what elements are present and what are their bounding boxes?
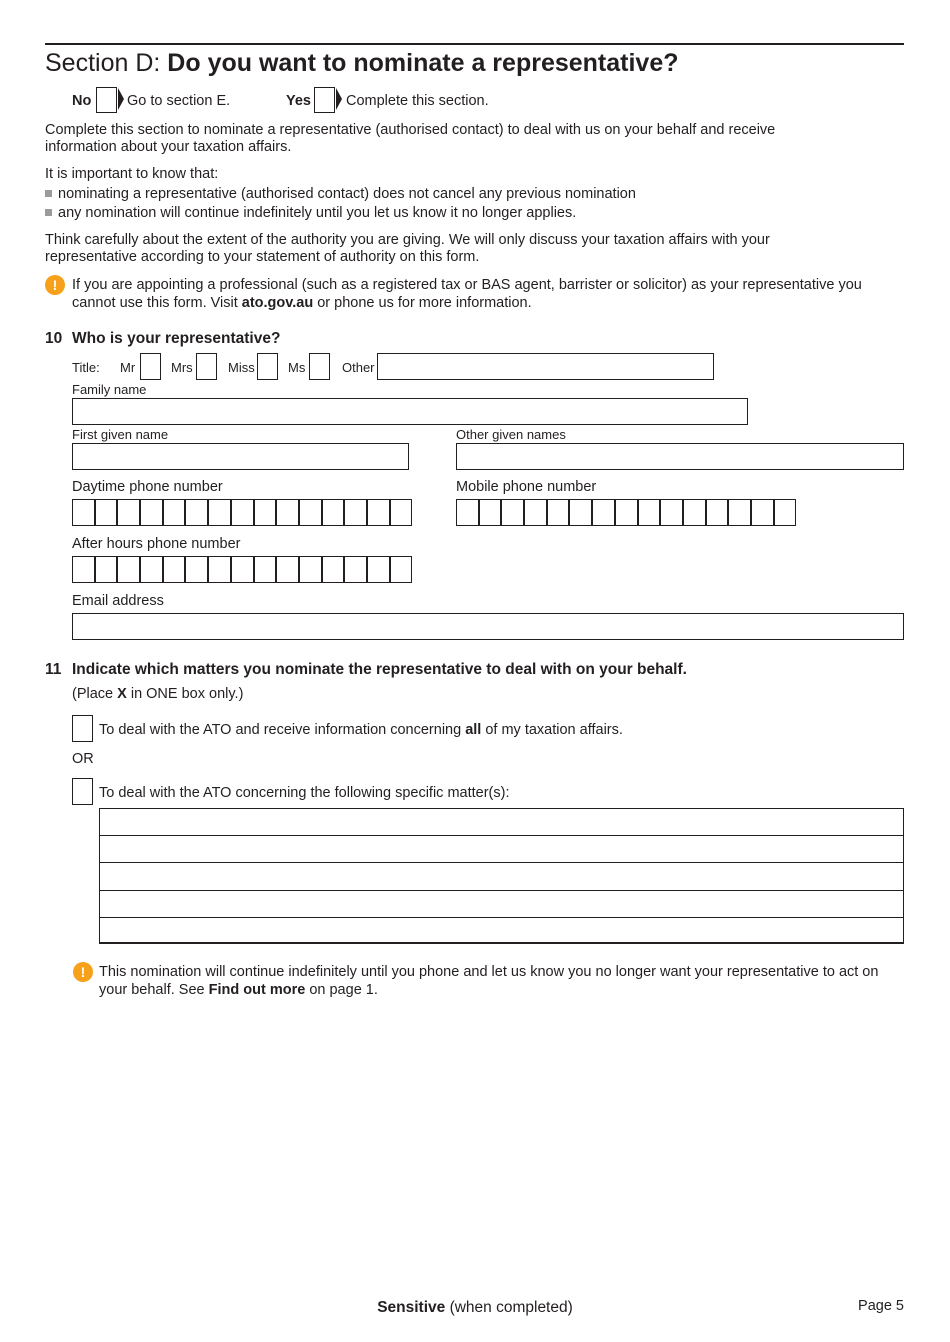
yes-label: Yes (286, 93, 311, 109)
question-text: Indicate which matters you nominate the representative to deal with on your behalf. (72, 661, 687, 678)
no-checkbox[interactable] (96, 87, 117, 113)
specific-matters-input[interactable] (99, 808, 904, 944)
title-miss-checkbox[interactable] (257, 353, 278, 380)
instruction-text: (Place X in ONE box only.) (72, 686, 244, 702)
specific-matters-checkbox[interactable] (72, 778, 93, 805)
title-mr-checkbox[interactable] (140, 353, 161, 380)
bullet-item: any nomination will continue indefinitely until you let us know it no longer applies. (45, 205, 576, 222)
specific-matter-line[interactable] (99, 808, 904, 835)
find-out-more-link[interactable]: Find out more (208, 982, 306, 998)
family-name-input[interactable] (72, 398, 748, 425)
family-name-label: Family name (72, 382, 147, 397)
title-label: Title: (72, 360, 100, 375)
bullet-item: nominating a representative (authorised contact) does not cancel any previous nomination (45, 186, 636, 203)
title-option-ms-label: Ms (288, 360, 306, 375)
mobile-phone-label: Mobile phone number (456, 479, 597, 495)
important-heading: It is important to know that: (45, 166, 219, 182)
specific-matter-line[interactable] (99, 890, 904, 917)
all-affairs-checkbox[interactable] (72, 715, 93, 742)
nomination-warning-line: your behalf. See Find out more on page 1. (99, 982, 378, 998)
title-option-miss-label: Miss (228, 360, 255, 375)
mobile-phone-input[interactable] (456, 499, 796, 526)
question-number: 10 (45, 330, 63, 347)
specific-matters-label: To deal with the ATO concerning the following specific matter(s): (99, 785, 510, 801)
question-text: Who is your representative? (72, 330, 281, 347)
nomination-warning-line: This nomination will continue indefinitely until you phone and let us know you no longer want your representative to act on (99, 964, 879, 980)
daytime-phone-label: Daytime phone number (72, 479, 223, 495)
page-number: Page 5 (858, 1298, 904, 1314)
specific-matter-line[interactable] (99, 917, 904, 944)
other-given-names-label: Other given names (456, 427, 566, 442)
section-title: Section D: Do you want to nominate a representative? (45, 49, 679, 77)
authority-paragraph-line: representative according to your statement of authority on this form. (45, 249, 480, 265)
title-option-mr-label: Mr (120, 360, 136, 375)
after-hours-phone-label: After hours phone number (72, 536, 241, 552)
first-given-name-input[interactable] (72, 443, 409, 470)
all-affairs-label: To deal with the ATO and receive information concerning all of my taxation affairs. (99, 722, 623, 738)
title-option-other-label: Other (342, 360, 375, 375)
yes-instruction: Complete this section. (346, 93, 489, 109)
warning-icon: ! (45, 275, 65, 295)
specific-matter-line[interactable] (99, 862, 904, 889)
title-ms-checkbox[interactable] (309, 353, 330, 380)
question-number: 11 (45, 661, 62, 678)
or-separator: OR (72, 751, 94, 767)
first-given-name-label: First given name (72, 427, 169, 442)
arrow-right-icon (336, 88, 342, 110)
no-label: No (72, 93, 92, 109)
warning-text-line: cannot use this form. Visit ato.gov.au or phone us for more information. (72, 295, 532, 311)
title-other-input[interactable] (377, 353, 714, 380)
title-mrs-checkbox[interactable] (196, 353, 217, 380)
ato-link[interactable]: ato.gov.au (241, 295, 314, 311)
other-given-names-input[interactable] (456, 443, 904, 470)
warning-text-line: If you are appointing a professional (such as a registered tax or BAS agent, barrister or solicitor) as your representative you (72, 277, 862, 293)
warning-icon: ! (73, 962, 93, 982)
intro-paragraph-line: Complete this section to nominate a representative (authorised contact) to deal with us on your behalf and receive (45, 122, 776, 138)
bullet-icon (45, 190, 52, 197)
arrow-right-icon (118, 88, 124, 110)
daytime-phone-input[interactable] (72, 499, 412, 526)
yes-checkbox[interactable] (314, 87, 335, 113)
email-label: Email address (72, 593, 164, 609)
authority-paragraph-line: Think carefully about the extent of the authority you are giving. We will only discuss your taxation affairs with your (45, 232, 770, 248)
email-input[interactable] (72, 613, 904, 640)
sensitive-footer: Sensitive (when completed) (377, 1299, 573, 1316)
after-hours-phone-input[interactable] (72, 556, 412, 583)
specific-matter-line[interactable] (99, 835, 904, 862)
intro-paragraph-line: information about your taxation affairs. (45, 139, 292, 155)
top-rule (45, 43, 904, 45)
no-instruction: Go to section E. (127, 93, 231, 109)
bullet-icon (45, 209, 52, 216)
title-option-mrs-label: Mrs (171, 360, 193, 375)
